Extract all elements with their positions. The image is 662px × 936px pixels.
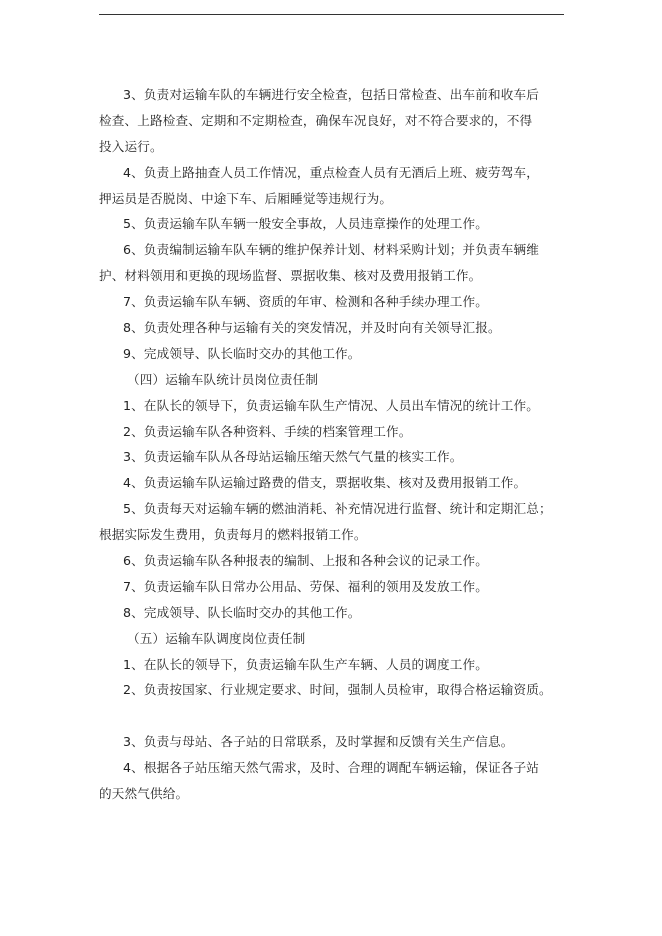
text-line: 投入运行。: [99, 138, 163, 154]
text-line: 根据实际发生费用，负责每月的燃料报销工作。: [99, 527, 367, 543]
text-line: 检查、上路检查、定期和不定期检查，确保车况良好，对不符合要求的，不得: [99, 112, 533, 128]
text-line: 6、负责编制运输车队车辆的维护保养计划、材料采购计划；并负责车辆维: [123, 242, 539, 258]
text-line: 2、负责运输车队各种资料、手续的档案管理工作。: [123, 423, 412, 439]
text-line: 7、负责运输车队日常办公用品、劳保、福利的领用及发放工作。: [123, 578, 488, 594]
text-line: 的天然气供给。: [99, 786, 189, 802]
text-line: 8、负责处理各种与运输有关的突发情况，并及时向有关领导汇报。: [123, 320, 501, 336]
header-rule: [99, 14, 564, 15]
text-line: 4、根据各子站压缩天然气需求，及时、合理的调配车辆运输，保证各子站: [123, 760, 539, 776]
text-line: 5、负责运输车队车辆一般安全事故，人员违章操作的处理工作。: [123, 216, 488, 232]
text-line: 3、负责对运输车队的车辆进行安全检查，包括日常检查、出车前和收车后: [123, 87, 539, 102]
text-line: 7、负责运输车队车辆、资质的年审、检测和各种手续办理工作。: [123, 294, 488, 310]
text-line: 护、材料领用和更换的现场监督、票据收集、核对及费用报销工作。: [99, 268, 482, 284]
blank-line: [99, 703, 564, 729]
text-line: 4、负责上路抽查人员工作情况，重点检查人员有无酒后上班、疲劳驾车，: [123, 164, 539, 180]
text-line: 押运员是否脱岗、中途下车、后厢睡觉等违规行为。: [99, 190, 393, 206]
text-line: 9、完成领导、队长临时交办的其他工作。: [123, 345, 361, 361]
document-body: [99, 82, 564, 807]
text-line: 1、在队长的领导下，负责运输车队生产车辆、人员的调度工作。: [123, 656, 488, 672]
section-heading: （四）运输车队统计员岗位责任制: [127, 371, 319, 387]
text-line: 5、负责每天对运输车辆的燃油消耗、补充情况进行监督、统计和定期汇总；: [123, 501, 552, 517]
text-line: 6、负责运输车队各种报表的编制、上报和各种会议的记录工作。: [123, 553, 488, 569]
text-line: 3、负责与母站、各子站的日常联系，及时掌握和反馈有关生产信息。: [123, 734, 514, 750]
text-line: 3、负责运输车队从各母站运输压缩天然气气量的核实工作。: [123, 449, 463, 465]
text-line: 4、负责运输车队运输过路费的借支，票据收集、核对及费用报销工作。: [123, 475, 527, 491]
text-line: 8、完成领导、队长临时交办的其他工作。: [123, 604, 361, 620]
section-heading: （五）运输车队调度岗位责任制: [127, 630, 306, 646]
text-line: 1、在队长的领导下，负责运输车队生产情况、人员出车情况的统计工作。: [123, 397, 539, 413]
text-line: 2、负责按国家、行业规定要求、时间，强制人员检审，取得合格运输资质。: [123, 682, 552, 698]
